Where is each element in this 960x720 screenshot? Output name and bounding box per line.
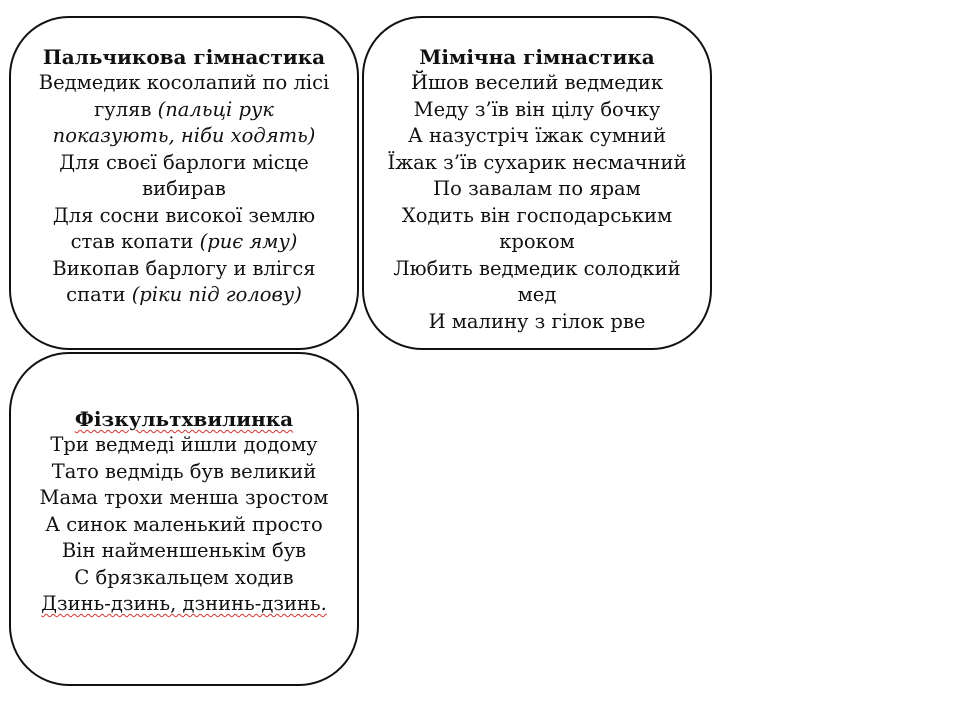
poem-line: вибирав: [142, 177, 226, 200]
facial-gymnastics-card: [362, 16, 712, 350]
spellcheck-word: Фізкультхвилинка: [74, 407, 294, 431]
poem-line: А синок маленький просто: [45, 512, 323, 536]
poem-line: А назустріч їжак сумний: [408, 124, 666, 147]
poem-line: Три ведмеді йшли додому: [50, 433, 318, 456]
poem-line: Викопав барлогу и влігся: [52, 256, 316, 280]
physical-exercise-card: [9, 352, 359, 686]
poem-line: Для сосни високої землю: [52, 203, 316, 227]
poem-line: кроком: [499, 230, 575, 253]
poem-line: С брязкальцем ходив: [74, 565, 294, 589]
spellcheck-line: Дзинь-дзинь, дзнинь-дзинь.: [41, 592, 327, 615]
poem-line: Любить ведмедик солодкий: [393, 256, 681, 280]
poem-line: Мама трохи менша зростом: [39, 486, 329, 509]
card-title: [11, 406, 357, 432]
poem-line: Ведмедик косолапий по лісі: [38, 71, 330, 94]
poem-line: мед: [517, 283, 557, 306]
poem-line: Для своєї барлоги місце: [59, 150, 309, 174]
poem-line: Тато ведмідь був великий: [51, 459, 317, 483]
finger-gymnastics-card: [9, 16, 359, 350]
poem-line: став копати (риє яму): [70, 230, 298, 253]
poem-line: гуляв (пальці рук: [94, 97, 274, 121]
poem-line: Меду з’їв він цілу бочку: [413, 97, 661, 121]
poem-line: показують, ніби ходять): [52, 124, 316, 147]
poem-line: Він найменшенькім був: [61, 539, 307, 562]
poem-line: По завалам по ярам: [433, 177, 641, 200]
poem-line: Їжак з’їв сухарик несмачний: [387, 150, 687, 174]
poem-line: И малину з гілок рве: [428, 309, 646, 333]
poem-line: Йшов веселий ведмедик: [410, 71, 664, 94]
poem-line: [11, 591, 357, 618]
poem-line: спати (ріки під голову): [66, 283, 302, 306]
poem-line: Ходить він господарським: [401, 203, 673, 227]
card-title: Мімічна гімнастика: [419, 45, 655, 69]
card-title: Пальчикова гімнастика: [42, 45, 326, 69]
